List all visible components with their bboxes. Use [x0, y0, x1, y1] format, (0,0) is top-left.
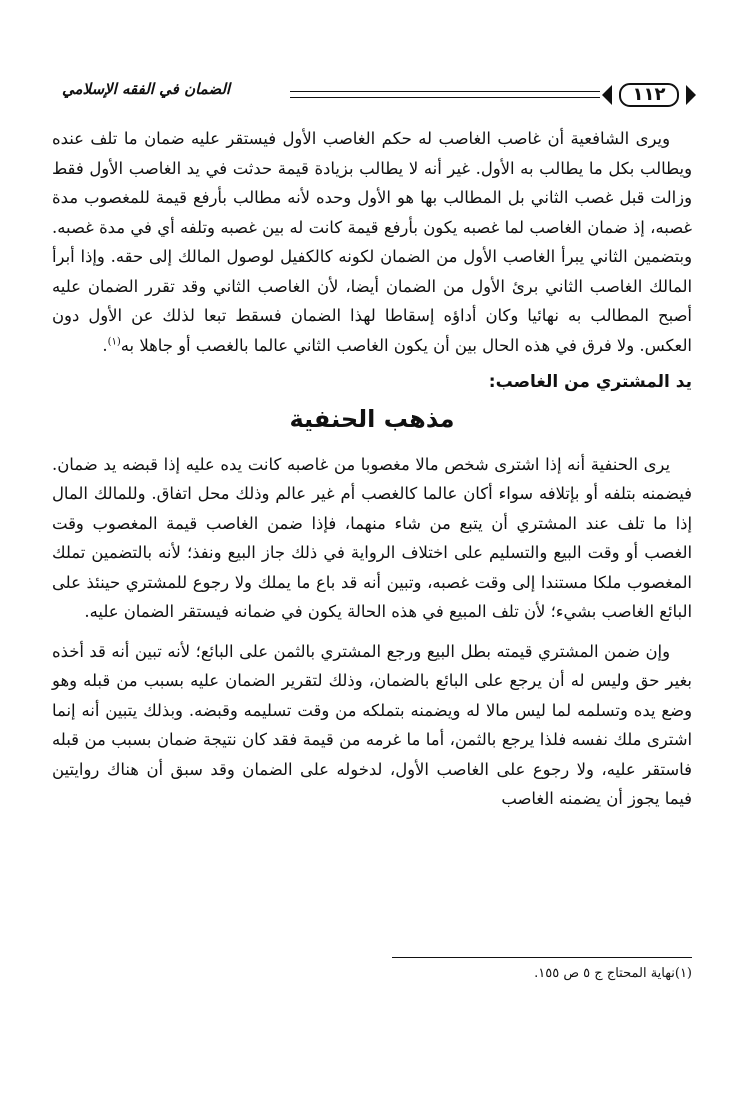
section-heading: مذهب الحنفية [289, 404, 455, 433]
subheading: يد المشتري من الغاصب: [488, 372, 692, 392]
header-rule [290, 91, 600, 98]
footnote-reference: (١) [107, 336, 121, 348]
page-number: ١١٢ [619, 83, 680, 107]
page-header [52, 78, 692, 114]
paragraph-hanafi-1: يرى الحنفية أنه إذا اشترى شخص مالا مغصوبا من غاصبه كانت يده عليه إذا قبضه يد ضمان. فيضمنه بتلفه أو بإتلافه سواء أكان عالما كالغصب أم غير عالم وذلك محل اتفاق. وللمالك المال إذا ما تلف عند المشتري أن يتبع من شاء منهما، فإذا ضمن الغاصب قيمة المغصوب وقت الغصب أو وقت البيع والتسليم على اختلاف الرواية في ذلك جاز البيع ونفذ؛ لأنه بالتضمين تملك المغصوب ملكا مستندا إلى وقت غصبه، وتبين أنه قد باع ما يملك ولا رجوع للمشتري حينئذ على البائع الغاصب بشيء؛ لأن تلف المبيع في هذه الحالة يكون في ضمانه فيستقر الضمان عليه. [52, 454, 692, 621]
paragraph-hanafi-2: وإن ضمن المشتري قيمته بطل البيع ورجع المشتري بالثمن على البائع؛ لأنه تبين أنه قد أخذه بغير حق وليس له أن يرجع على البائع بالضمان، وذلك لتقرير الضمان عليه بسبب من قبله وهو وضع يده وتسلمه لما ليس مالا له ويضمنه بتملكه من وقت تسليمه وقبضه. وبذلك يتبين أنه إنما اشترى ملك نفسه فلذا يرجع بالثمن، أما ما غرمه من قيمة فقد كان نتيجة ضمان بسبب من قبله فاستقر عليه، ولا رجوع على الغاصب الأول، لدخوله على الضمان وقد سبق أن هناك روايتين فيما يجوز أن يضمنه الغاصب [52, 641, 692, 808]
badge-right-arrow [686, 85, 696, 105]
document-page [52, 64, 692, 1024]
footnote-divider [392, 957, 692, 958]
body-text [52, 124, 692, 814]
paragraph-text: ويرى الشافعية أن غاصب الغاصب له حكم الغاصب الأول فيستقر عليه ضمان ما تلف عنده ويطالب بكل ما يطالب به الأول. غير أنه لا يطالب بزيادة قيمة حدثت في يد الغاصب الأول فقط وزالت قبل غصب الثاني بل المطالب بها هو الأول وحده لأنه مطالب بأرفع قيمة للمغصوب مدة غصبه، إذ ضمان الغاصب لما غصبه يكون بأرفع قيمة كانت له بين غصبه وتلفه أي في مدة غصبه. وبتضمين الثاني يبرأ الغاصب الأول من الضمان لكونه كالكفيل لوصول المالك إلى حقه. وإذا أبرأ المالك الغاصب الثاني برئ الأول من الضمان أيضا، لأن الغاصب الثاني وقد تقرر الضمان عليه أصبح المطالب به نهائيا وكان أداؤه إسقاطا لهذا الضمان فسقط تبعا لذلك عن الأول دون العكس. ولا فرق في هذه الحال بين أن يكون الغاصب الثاني عالما بالغصب أو جاهلا به [52, 129, 692, 355]
page-number-badge [610, 82, 688, 108]
paragraph-shafii: ويرى الشافعية أن غاصب الغاصب له حكم الغاصب الأول فيستقر عليه ضمان ما تلف عنده ويطالب بكل ما يطالب به الأول. غير أنه لا يطالب بزيادة قيمة حدثت في يد الغاصب الأول فقط وزالت قبل غصب الثاني بل المطالب بها هو الأول وحده لأنه مطالب بأرفع قيمة للمغصوب مدة غصبه، إذ ضمان الغاصب لما غصبه يكون بأرفع قيمة كانت له بين غصبه وتلفه أي في مدة غصبه. وبتضمين الثاني يبرأ الغاصب الأول من الضمان لكونه كالكفيل لوصول المالك إلى حقه. وإذا أبرأ المالك الغاصب الثاني برئ الأول من الضمان أيضا، لأن الغاصب الثاني وقد تقرر الضمان عليه أصبح المطالب به نهائيا وكان أداؤه إسقاطا لهذا الضمان فسقط تبعا لذلك عن الأول دون العكس. ولا فرق في هذه الحال بين أن يكون الغاصب الثاني عالما بالغصب أو جاهلا به$^{(١)}$. [52, 129, 692, 355]
footnote: (١)نهاية المحتاج ج ٥ ص ١٥٥. [534, 966, 692, 981]
badge-left-arrow [602, 85, 612, 105]
running-title: الضمان في الفقه الإسلامي [62, 80, 231, 98]
